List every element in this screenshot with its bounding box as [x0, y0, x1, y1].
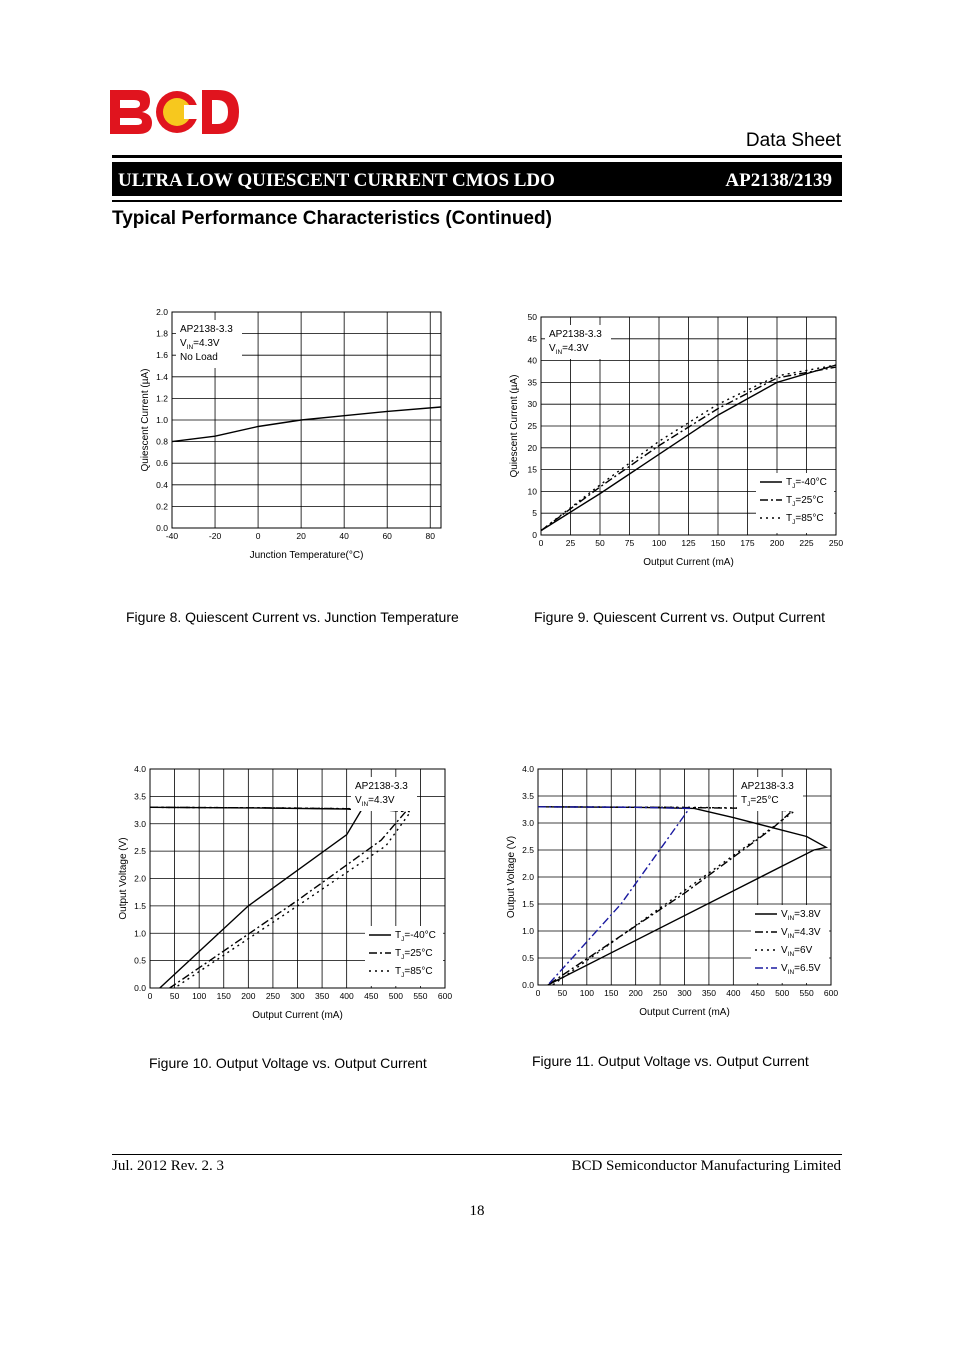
x-tick-label: 300 — [677, 988, 692, 998]
y-tick-label: 0.4 — [156, 479, 168, 490]
x-tick-label: 250 — [828, 538, 844, 548]
x-tick-label: 500 — [775, 988, 790, 998]
series-line-0 — [172, 407, 441, 442]
y-tick-label: 0.8 — [156, 436, 168, 447]
chart-fig11-output-voltage-vs-current — [494, 757, 844, 1022]
annotation-line: AP2138-3.3 — [355, 781, 408, 792]
x-tick-label: -20 — [208, 531, 222, 541]
y-tick-label: 20 — [527, 442, 537, 453]
y-tick-label: 2.5 — [522, 845, 534, 855]
y-tick-label: 25 — [527, 421, 537, 431]
annotation-line: AP2138-3.3 — [180, 324, 233, 335]
bcd-logo-letter-c — [156, 91, 200, 133]
x-tick-label: 60 — [382, 531, 392, 541]
page-number: 18 — [469, 1203, 485, 1219]
y-tick-label: 2.5 — [134, 846, 146, 857]
annotation-line: $V_{IN}=4.3V$ — [355, 795, 395, 808]
y-tick-label: 1.6 — [156, 350, 168, 361]
x-tick-label: 40 — [339, 531, 349, 541]
x-tick-label: 550 — [799, 988, 814, 998]
x-tick-label: 350 — [314, 991, 330, 1001]
annotation-line: AP2138-3.3 — [741, 781, 794, 792]
x-tick-label: 80 — [425, 531, 435, 541]
x-axis-label: Output Current (mA) — [252, 1010, 343, 1021]
x-tick-label: 600 — [437, 991, 453, 1001]
product-title: ULTRA LOW QUIESCENT CURRENT CMOS LDO — [118, 170, 555, 191]
y-tick-label: 50 — [527, 312, 537, 322]
y-tick-label: 3.5 — [134, 791, 146, 802]
x-tick-label: 225 — [799, 538, 814, 548]
y-tick-label: 1.0 — [134, 928, 146, 939]
legend-label: $T_J=-40^\circ C$ — [395, 930, 436, 943]
x-tick-label: 50 — [595, 538, 605, 548]
y-tick-label: 0.5 — [522, 953, 534, 963]
y-tick-label: 1.0 — [522, 926, 534, 936]
legend-label: $V_{IN}=6V$ — [781, 945, 813, 958]
x-tick-label: 400 — [339, 991, 354, 1001]
x-tick-label: 50 — [169, 991, 180, 1001]
y-tick-label: 1.8 — [156, 328, 168, 339]
x-tick-label: 100 — [651, 538, 667, 548]
y-tick-label: 0.0 — [134, 983, 146, 993]
y-tick-label: 0.0 — [156, 523, 168, 533]
header-rule-bottom — [112, 200, 842, 202]
title-bar — [112, 162, 842, 196]
x-axis-label: Junction Temperature(°C) — [249, 550, 364, 561]
x-tick-label: 550 — [413, 991, 428, 1001]
x-tick-label: 100 — [192, 991, 207, 1001]
legend-label: $T_J=25^\circ C$ — [395, 948, 433, 961]
legend-label: $V_{IN}=4.3V$ — [781, 927, 821, 940]
x-tick-label: 250 — [652, 988, 668, 998]
x-tick-label: 50 — [557, 988, 568, 998]
bcd-logo — [110, 88, 240, 136]
y-tick-label: 0.2 — [156, 501, 168, 512]
x-tick-label: 0 — [147, 991, 153, 1001]
y-tick-label: 4.0 — [522, 764, 534, 774]
x-tick-label: 200 — [769, 538, 785, 548]
x-tick-label: 450 — [364, 991, 379, 1001]
caption-figure-11: Figure 11. Output Voltage vs. Output Current — [532, 1053, 809, 1069]
x-tick-label: 300 — [290, 991, 305, 1001]
x-tick-label: 75 — [624, 538, 635, 548]
y-tick-label: 10 — [527, 486, 537, 497]
bcd-logo-letter-b — [110, 90, 152, 134]
x-tick-label: 0 — [255, 531, 261, 541]
annotation-line: $V_{IN}=4.3V$ — [180, 338, 220, 351]
x-tick-label: 100 — [579, 988, 594, 998]
header-rule-top — [112, 155, 842, 158]
y-tick-label: 2.0 — [156, 307, 168, 317]
y-tick-label: 0.6 — [156, 458, 168, 469]
y-tick-label: 3.5 — [522, 791, 534, 801]
x-tick-label: 0 — [535, 988, 541, 998]
y-axis-label: Quiescent Current (µA) — [509, 374, 520, 478]
caption-figure-9: Figure 9. Quiescent Current vs. Output Current — [534, 609, 826, 625]
x-tick-label: 450 — [750, 988, 765, 998]
x-tick-label: 250 — [265, 991, 281, 1001]
caption-figure-8: Figure 8. Quiescent Current vs. Junction Temperature — [126, 609, 459, 625]
y-tick-label: 0.5 — [134, 955, 146, 966]
legend-label: $V_{IN}=3.8V$ — [781, 909, 821, 922]
legend-label: $V_{IN}=6.5V$ — [781, 963, 821, 976]
annotation-line: AP2138-3.3 — [549, 329, 602, 340]
annotation-line: No Load — [180, 352, 218, 363]
x-tick-label: 200 — [241, 991, 256, 1001]
y-tick-label: 1.4 — [156, 371, 168, 382]
legend-label: $T_J=85^\circ C$ — [786, 513, 824, 526]
legend-label: $T_J=25^\circ C$ — [786, 495, 824, 508]
y-axis-label: Output Voltage (V) — [118, 837, 129, 920]
chart-fig10-output-voltage-vs-current — [105, 757, 455, 1022]
x-tick-label: 25 — [565, 538, 576, 548]
bcd-logo-letter-d — [202, 90, 239, 134]
y-tick-label: 3.0 — [134, 818, 146, 829]
annotation-line: $T_J=25^\circ C$ — [741, 795, 779, 808]
y-tick-label: 35 — [527, 377, 537, 388]
y-tick-label: 1.5 — [134, 900, 146, 911]
y-tick-label: 1.5 — [522, 899, 534, 909]
x-tick-label: 150 — [604, 988, 619, 998]
y-tick-label: 2.0 — [134, 873, 146, 884]
x-tick-label: 150 — [710, 538, 726, 548]
x-tick-label: 0 — [538, 538, 544, 548]
y-tick-label: 5 — [532, 508, 537, 519]
x-tick-label: 500 — [388, 991, 403, 1001]
y-tick-label: 15 — [527, 464, 537, 475]
section-title: Typical Performance Characteristics (Continued) — [112, 208, 552, 229]
chart-fig8-quiescent-vs-temperature — [112, 300, 457, 570]
x-axis-label: Output Current (mA) — [643, 557, 734, 568]
x-tick-label: 400 — [726, 988, 741, 998]
y-tick-label: 30 — [527, 399, 537, 410]
footer-rule — [112, 1154, 842, 1155]
part-number: AP2138/2139 — [725, 170, 832, 191]
x-tick-label: 125 — [681, 538, 696, 548]
annotation-line: $V_{IN}=4.3V$ — [549, 343, 589, 356]
y-tick-label: 1.2 — [156, 393, 168, 404]
chart-fig9-quiescent-vs-output-current — [500, 305, 845, 575]
caption-figure-10: Figure 10. Output Voltage vs. Output Current — [149, 1055, 427, 1071]
legend-label: $T_J=85^\circ C$ — [395, 966, 433, 979]
footer-date-revision: Jul. 2012 Rev. 2. 3 — [112, 1158, 224, 1174]
x-tick-label: 20 — [296, 531, 306, 541]
x-axis-label: Output Current (mA) — [639, 1007, 730, 1018]
y-tick-label: 0 — [532, 530, 537, 540]
y-axis-label: Quiescent Current (µA) — [140, 368, 151, 472]
document-type: Data Sheet — [745, 130, 841, 151]
y-axis-label: Output Voltage (V) — [506, 835, 517, 919]
y-tick-label: 45 — [527, 333, 537, 344]
x-tick-label: 150 — [216, 991, 231, 1001]
x-tick-label: 175 — [740, 538, 755, 548]
y-tick-label: 3.0 — [522, 818, 534, 828]
y-tick-label: 4.0 — [134, 764, 146, 774]
y-tick-label: 2.0 — [522, 872, 534, 882]
x-tick-label: 200 — [628, 988, 643, 998]
y-tick-label: 40 — [527, 355, 537, 366]
y-tick-label: 1.0 — [156, 415, 168, 425]
x-tick-label: 600 — [823, 988, 839, 998]
x-tick-label: -40 — [165, 531, 179, 541]
y-tick-label: 0.0 — [522, 980, 534, 990]
x-tick-label: 350 — [701, 988, 717, 998]
footer-company: BCD Semiconductor Manufacturing Limited — [571, 1158, 841, 1174]
legend-label: $T_J=-40^\circ C$ — [786, 477, 827, 490]
